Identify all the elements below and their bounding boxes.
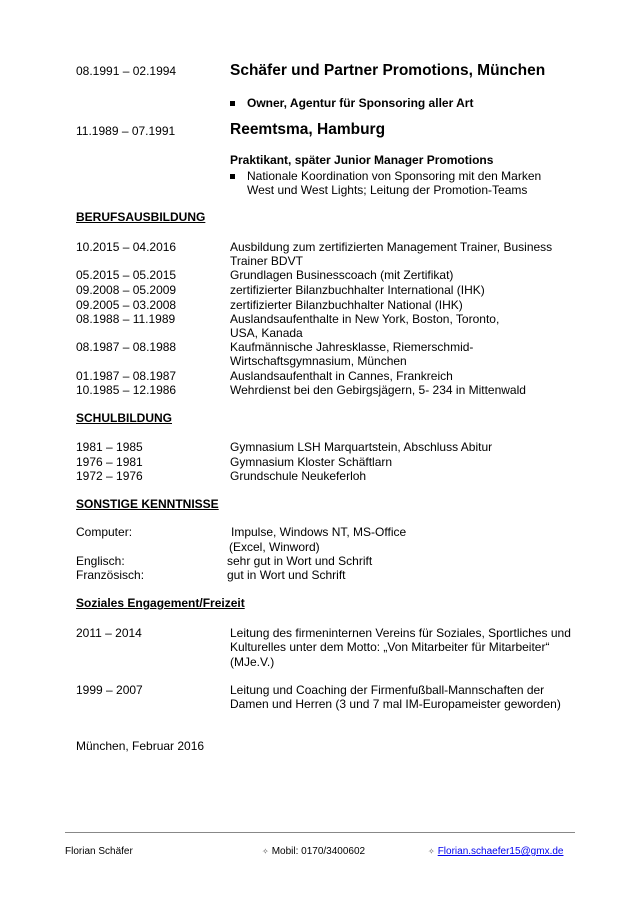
footer-name: Florian Schäfer: [65, 846, 133, 857]
section-title-engagement: Soziales Engagement/Freizeit: [76, 596, 245, 610]
training-period: 10.2015 – 04.2016: [76, 240, 177, 254]
engagement-period: 1999 – 2007: [76, 683, 143, 697]
section-title-kenntnisse: SONSTIGE KENNTNISSE: [76, 497, 219, 511]
job-bullet-text: West und West Lights; Leitung der Promotion-Teams: [247, 183, 528, 197]
job-company: Reemtsma, Hamburg: [230, 121, 386, 138]
job-period: 08.1991 – 02.1994: [76, 64, 177, 78]
diamond-icon: ✧: [262, 847, 269, 856]
french-value: gut in Wort und Schrift: [227, 568, 346, 582]
training-period: 08.1988 – 11.1989: [76, 312, 176, 326]
section-title-schulbildung: SCHULBILDUNG: [76, 411, 172, 425]
engagement-text: Damen und Herren (3 und 7 mal IM-Europameister geworden): [230, 697, 561, 711]
job-bullet-text: Owner, Agentur für Sponsoring aller Art: [247, 96, 474, 110]
training-period: 09.2005 – 03.2008: [76, 298, 177, 312]
job-bullet-text: Nationale Koordination von Sponsoring mit den Marken: [247, 169, 542, 183]
training-text: USA, Kanada: [230, 326, 303, 340]
engagement-text: (MJe.V.): [230, 655, 275, 669]
school-period: 1981 – 1985: [76, 440, 143, 454]
training-text: Auslandsaufenthalte in New York, Boston, Toronto,: [230, 312, 500, 326]
english-label: Englisch:: [76, 554, 125, 568]
school-text: Grundschule Neukeferloh: [230, 469, 367, 483]
school-period: 1972 – 1976: [76, 469, 143, 483]
school-period: 1976 – 1981: [76, 455, 143, 469]
school-text: Gymnasium Kloster Schäftlarn: [230, 455, 393, 469]
training-period: 09.2008 – 05.2009: [76, 283, 177, 297]
place-date: München, Februar 2016: [76, 739, 205, 753]
computer-label: Computer:: [76, 525, 133, 539]
training-period: 05.2015 – 05.2015: [76, 268, 177, 282]
section-title-berufsausbildung: BERUFSAUSBILDUNG: [76, 210, 206, 224]
footer-email: [428, 846, 563, 858]
footer-mobile: [262, 846, 365, 858]
footer-mobile-text: Mobil: 0170/3400602: [271, 846, 366, 857]
engagement-text: Leitung des firmeninternen Vereins für Soziales, Sportliches und: [230, 626, 571, 640]
training-text: Grundlagen Businesscoach (mit Zertifikat): [230, 268, 454, 282]
job-company: Schäfer und Partner Promotions, München: [230, 62, 546, 79]
training-text: Trainer BDVT: [230, 254, 303, 268]
training-text: Kaufmännische Jahresklasse, Riemerschmid-: [230, 340, 474, 354]
bullet-icon: [230, 174, 235, 179]
training-text: Wirtschaftsgymnasium, München: [230, 354, 407, 368]
training-period: 01.1987 – 08.1987: [76, 369, 177, 383]
computer-value: (Excel, Winword): [229, 540, 320, 554]
engagement-text: Leitung und Coaching der Firmenfußball-Mannschaften der: [230, 683, 545, 697]
footer-divider: [65, 832, 575, 833]
engagement-text: Kulturelles unter dem Motto: „Von Mitarbeiter für Mitarbeiter“: [230, 640, 550, 654]
training-period: 08.1987 – 08.1988: [76, 340, 177, 354]
french-label: Französisch:: [76, 568, 145, 582]
diamond-icon: ✧: [428, 847, 435, 856]
job-period: 11.1989 – 07.1991: [76, 124, 176, 138]
job-role: Praktikant, später Junior Manager Promotions: [230, 153, 494, 167]
engagement-period: 2011 – 2014: [76, 626, 142, 640]
email-link[interactable]: Florian.schaefer15@gmx.de: [437, 846, 564, 857]
training-text: Auslandsaufenthalt in Cannes, Frankreich: [230, 369, 453, 383]
english-value: sehr gut in Wort und Schrift: [227, 554, 373, 568]
training-text: Wehrdienst bei den Gebirgsjägern, 5- 234 in Mittenwald: [230, 383, 526, 397]
computer-value: Impulse, Windows NT, MS-Office: [231, 525, 407, 539]
training-period: 10.1985 – 12.1986: [76, 383, 177, 397]
training-text: zertifizierter Bilanzbuchhalter International (IHK): [230, 283, 485, 297]
bullet-icon: [230, 101, 235, 106]
school-text: Gymnasium LSH Marquartstein, Abschluss Abitur: [230, 440, 493, 454]
training-text: Ausbildung zum zertifizierten Management Trainer, Business: [230, 240, 553, 254]
training-text: zertifizierter Bilanzbuchhalter National (IHK): [230, 298, 463, 312]
